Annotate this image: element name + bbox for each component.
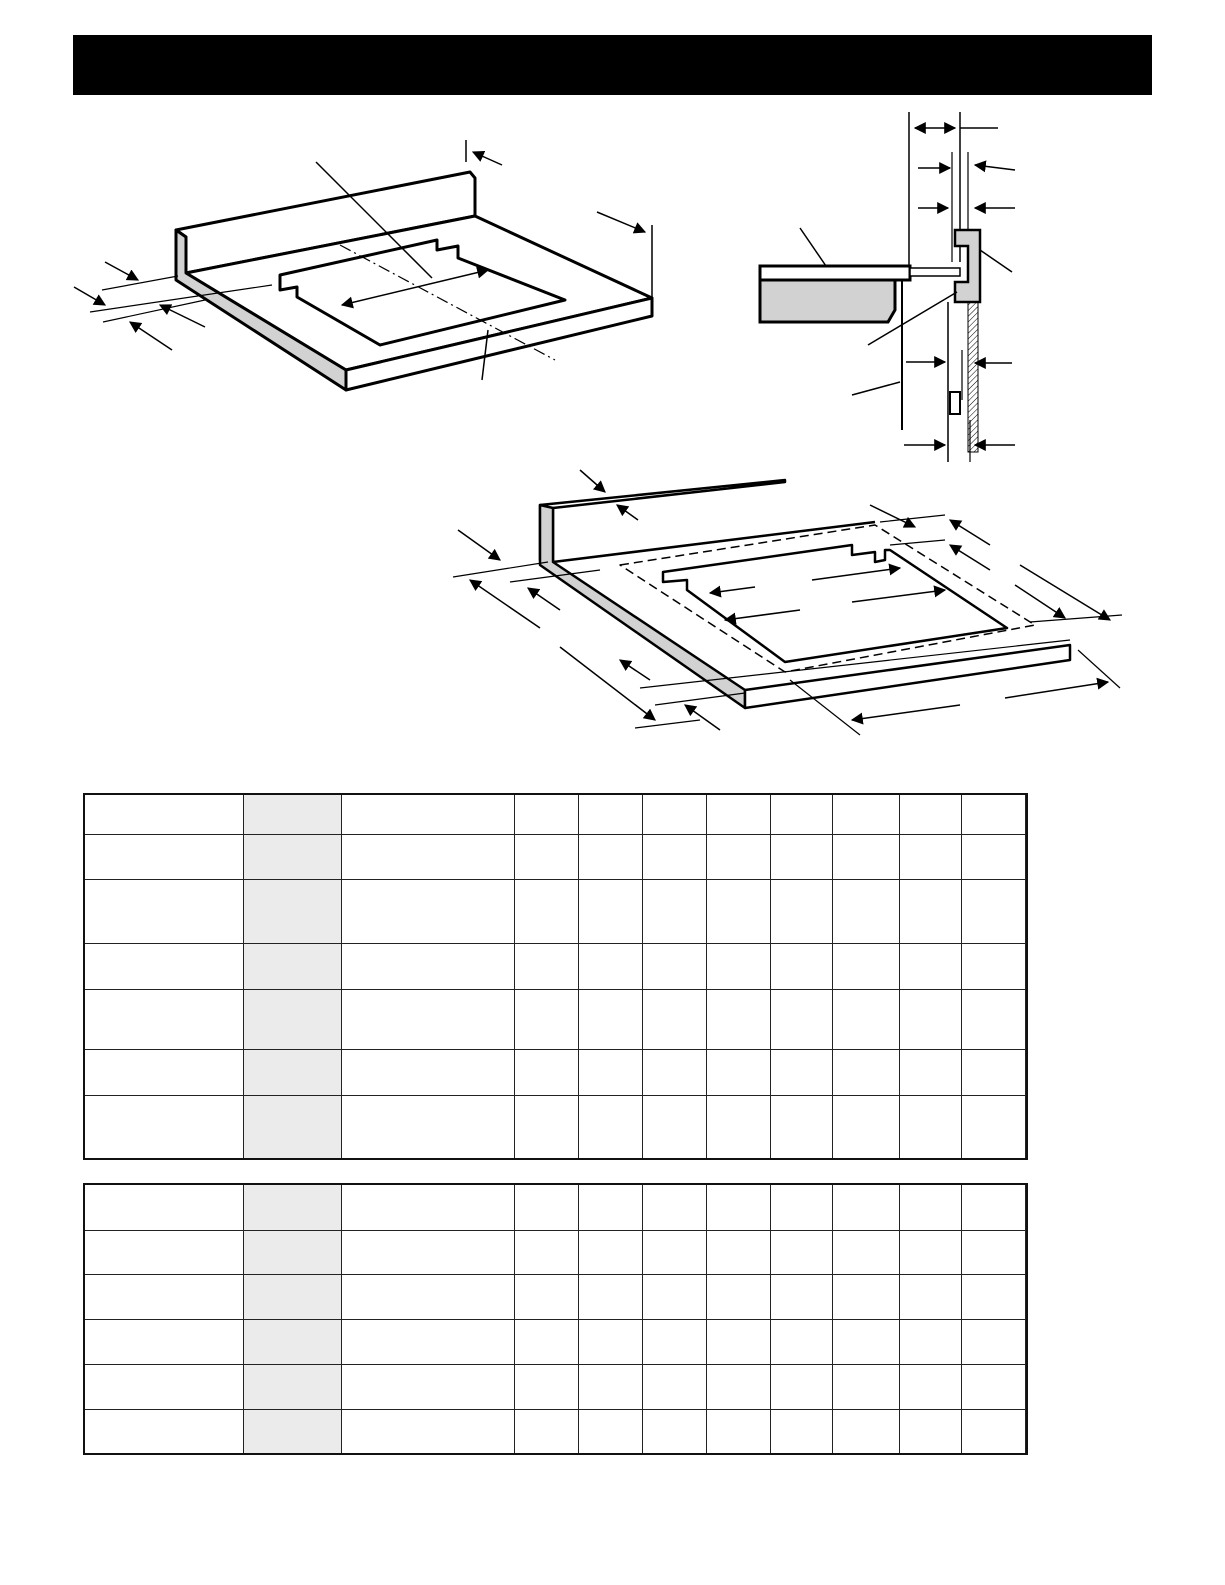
table-row [84, 943, 1027, 989]
dimensions-table-2 [83, 1183, 1028, 1455]
table-row [84, 1274, 1027, 1319]
table-row [84, 1184, 1027, 1230]
table-row [84, 1230, 1027, 1274]
installation-diagram [0, 0, 1225, 760]
table-row [84, 1409, 1027, 1454]
section-bracket [955, 230, 980, 302]
inner-cutout [663, 545, 1007, 662]
table-row [84, 1364, 1027, 1409]
dimensions-table-1 [83, 793, 1028, 1160]
table-row [84, 989, 1027, 1049]
countertop-front-edge-2 [745, 645, 1070, 708]
countertop-cutout-figure [74, 140, 652, 390]
countertop-left-edge-2 [540, 505, 745, 708]
table-row [84, 1319, 1027, 1364]
table-row [84, 834, 1027, 879]
section-countertop [760, 266, 910, 280]
table-row [84, 1095, 1027, 1159]
backsplash-2 [540, 480, 785, 562]
cross-section-figure [760, 112, 1015, 462]
section-cabinet-face [760, 280, 895, 322]
table-row [84, 879, 1027, 943]
table-row [84, 1049, 1027, 1095]
cutout-dimension-figure [453, 470, 1122, 735]
table-row [84, 794, 1027, 834]
